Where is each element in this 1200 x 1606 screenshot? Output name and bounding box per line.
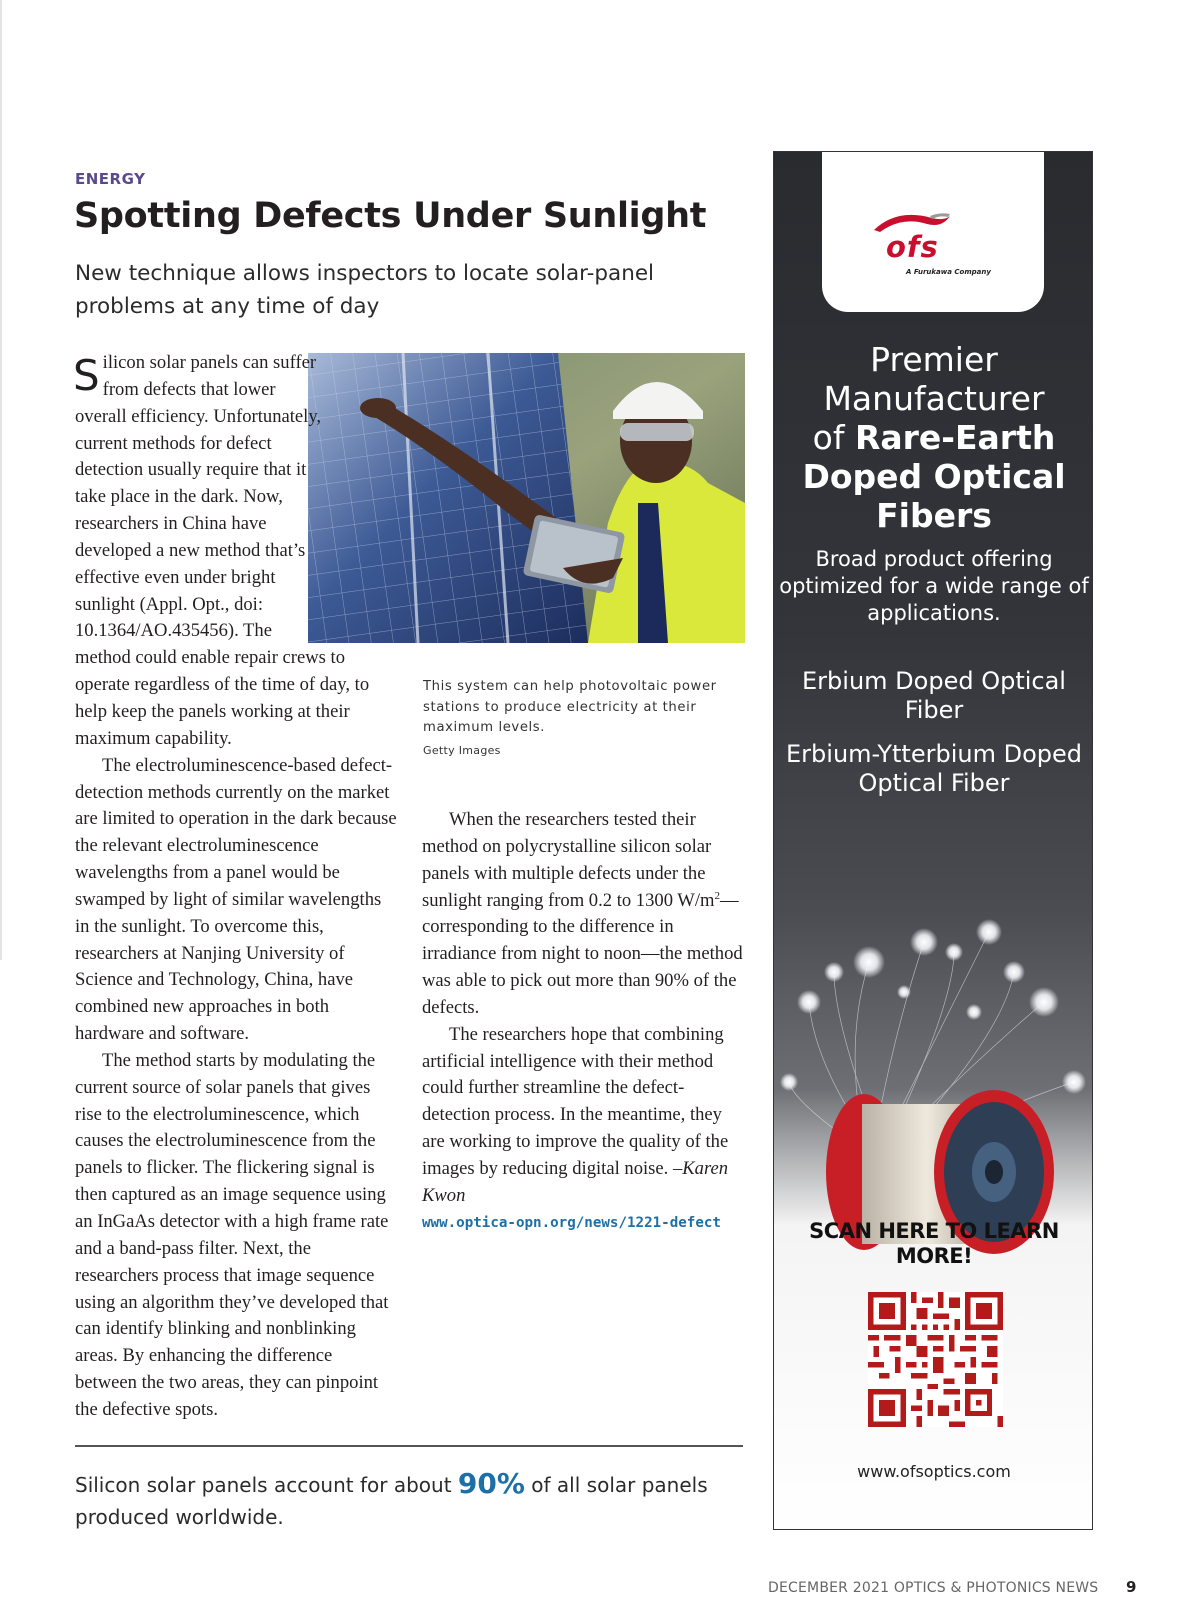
ad-product-1: Erbium Doped Optical Fiber [802, 667, 1066, 724]
paragraph-4: When the researchers tested their method on polycrystalline silicon solar panels with multiple defects under the sunlight ranging from 0.2 to 1300 $W/m^2—corresponding$ to the difference in irradiance from night to noon—the method was able to pick out more than 90% of the defects. [422, 809, 743, 1018]
ofs-logo-panel [822, 152, 1044, 312]
article-headline: Spotting Defects Under Sunlight [74, 196, 707, 236]
author-byline: –Karen Kwon [422, 1157, 729, 1206]
ad-product-2: Erbium-Ytterbium Doped Optical Fiber [786, 740, 1082, 797]
paragraph-5: The researchers hope that combining artificial intelligence with their method could further streamline the defect-detection process. In the meantime, they are working to improve the quality of the images by reducing digital noise. –Karen Kwon [422, 1023, 729, 1206]
drop-cap: S [73, 351, 100, 400]
section-label: ENERGY [75, 170, 146, 188]
scan-prompt: SCAN HERE TO LEARN MORE! [809, 1219, 1059, 1268]
stat-value: 90% [457, 1467, 525, 1500]
ofs-tagline: A Furukawa Company [906, 268, 991, 276]
divider-rule [75, 1445, 743, 1447]
paragraph-3: The method starts by modulating the current source of solar panels that gives rise to the electroluminescence, which causes the electroluminescence from the panels to flicker. The flickering signal is then captured as an image sequence using an InGaAs detector with a high frame rate and a band-pass filter. Next, the researchers process that image sequence using an algorithm they’ve developed that can identify blinking and nonblinking areas. By enhancing the difference between the two areas, they can pinpoint the defective spots. [75, 1049, 389, 1420]
ad-website-link[interactable]: www.ofsoptics.com [857, 1462, 1011, 1481]
article-column-1 [75, 350, 397, 1424]
page-edge-rule [0, 0, 2, 960]
ad-subtitle: Broad product offering optimized for a wide range of applications. [779, 547, 1089, 625]
stat-callout: Silicon solar panels account for about 90% of all solar panels produced worldwide. [75, 1467, 708, 1529]
photo-caption: This system can help photovoltaic power stations to produce electricity at their maximum levels. [423, 679, 717, 735]
issue-footer: DECEMBER 2021 OPTICS & PHOTONICS NEWS [768, 1580, 1099, 1596]
photo-credit: Getty Images [423, 744, 501, 757]
ofs-logo: ofs [886, 230, 939, 264]
article-link[interactable]: www.optica-opn.org/news/1221-defect [422, 1214, 721, 1231]
qr-code-icon[interactable] [868, 1292, 1003, 1427]
fiber-spool-illustration [774, 842, 1093, 1262]
article-deck: New technique allows inspectors to locate solar-panel problems at any time of day [75, 261, 655, 319]
ofs-advertisement[interactable] [773, 151, 1093, 1530]
ad-headline: Premier Manufacturer of Rare-Earth Doped Optical Fibers [802, 340, 1066, 535]
paragraph-2: The electroluminescence-based defect-detection methods currently on the market are limited to operation in the dark because the relevant electroluminescence wavelengths from a panel would be swamped by light of similar wavelengths in the sunlight. To overcome this, researchers at Nanjing University of Science and Technology, China, have combined new approaches in both hardware and software. [75, 754, 397, 1045]
paragraph-1: Silicon solar panels can suffer from defects that lower overall efficiency. Unfortunately, current methods for defect detection usually require that it take place in the dark. Now, researchers in China have developed a new method that’s effective even under bright sunlight (Appl. Opt., doi: 10.1364/AO.435456). The method could enable repair crews to operate regardless of the time of day, to help keep the panels working at their maximum capability. [73, 351, 370, 749]
page-number: 9 [1126, 1578, 1137, 1596]
article-column-2 [422, 807, 744, 1237]
